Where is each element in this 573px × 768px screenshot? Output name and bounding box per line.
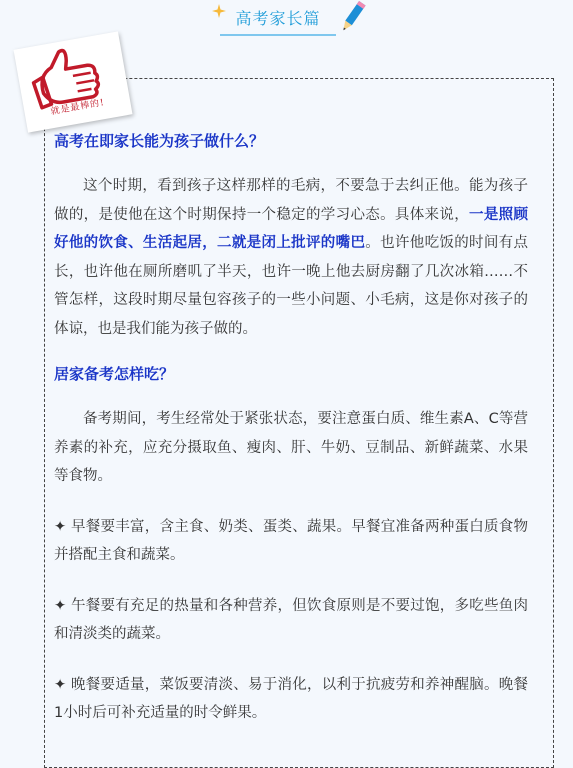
section-header [220, 0, 336, 36]
header-title: 高考家长篇 [235, 8, 321, 28]
section2-intro: 备考期间，考生经常处于紧张状态，要注意蛋白质、维生素A、C等营养素的补充，应充分摄取鱼、瘦肉、肝、牛奶、豆制品、新鲜蔬菜、水果等食物。 [54, 411, 528, 484]
section1-emphasis: 一是照顾好他的饮食、生活起居，二就是闭上批评的嘴巴 [54, 206, 528, 251]
article-content [54, 130, 528, 728]
lunch-tip: ✦ 午餐要有充足的热量和各种营养，但饮食原则是不要过饱，多吃些鱼肉和清淡类的蔬菜。 [54, 597, 528, 642]
pencil-icon [337, 0, 367, 36]
section1-paragraph [54, 172, 528, 343]
sticker-caption: 就是最棒的! [50, 97, 106, 118]
section1-heading: 高考在即家长能为孩子做什么？ [54, 132, 265, 150]
section1-text-start: 这个时期，看到孩子这样那样的毛病，不要急于去纠正他。能为孩子做的，是使他在这个时期保持一个稳定的学习心态。具体来说， [54, 178, 528, 223]
dinner-tip: ✦ 晚餐要适量，菜饭要清淡、易于消化，以利于抗疲劳和养神醒脑。晚餐1小时后可补充适量的时令鲜果。 [54, 676, 528, 721]
breakfast-tip: ✦ 早餐要丰富，含主食、奶类、蛋类、蔬果。早餐宜准备两种蛋白质食物并搭配主食和蔬菜。 [54, 518, 528, 563]
section2-heading: 居家备考怎样吃？ [54, 365, 175, 383]
section1-text-end: 。也许他吃饭的时间有点长，也许他在厕所磨叽了半天，也许一晚上他去厨房翻了几次冰箱……不管怎样，这段时期尽量包容孩子的一些小问题、小毛病，这是你对孩子的体谅，也是我们能为孩子做的。 [54, 235, 529, 337]
